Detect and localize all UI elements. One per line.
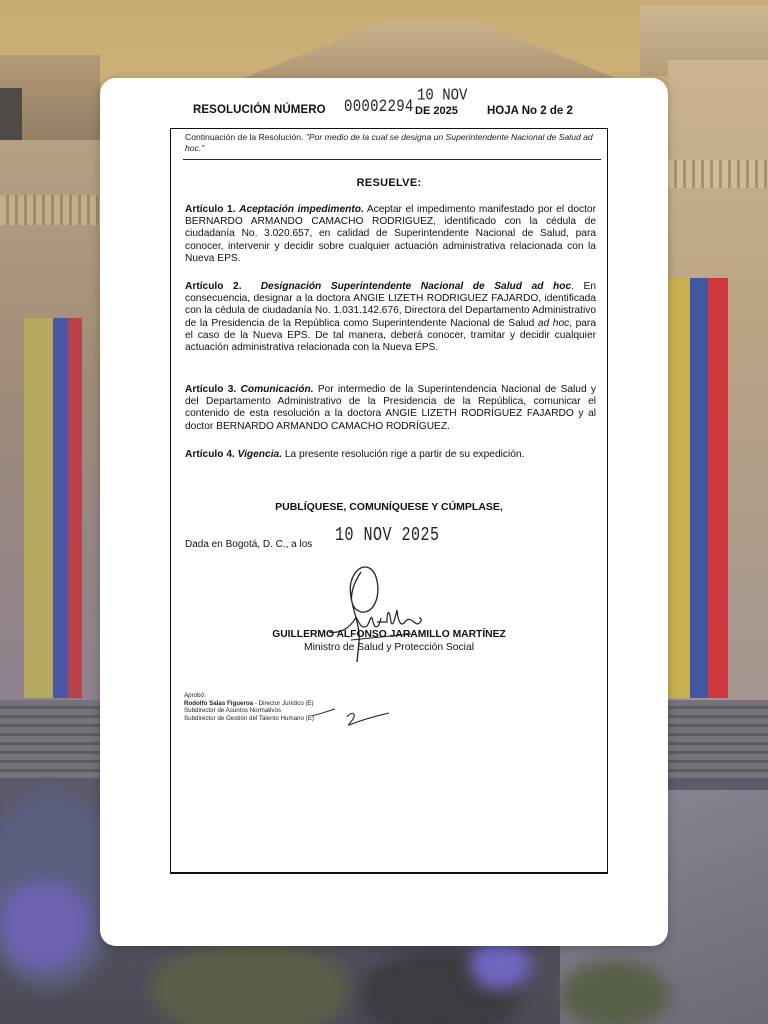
- given-in-text: Dada en Bogotá, D. C., a los: [185, 539, 313, 550]
- initials-signature-icon: [343, 709, 393, 729]
- document-body-frame: [170, 128, 608, 874]
- sheet-number: HOJA No 2 de 2: [487, 105, 573, 117]
- article-text: La presente resolución rige a partir de su expedición.: [284, 449, 525, 460]
- article-text: Aceptar el impedimento manifestado por el doctor BERNARDO ARMANDO CAMACHO RODRIGUEZ, identificado con la cédula de ciudadanía No. 3.020.657, en calidad de Superintendente Nacional de Salud, para conocer, intervenir y decidir sobre cualquier actuación administrativa relacionada con la Nueva EPS.: [185, 204, 596, 264]
- check-mark-icon: [309, 707, 337, 719]
- closing-formula: PUBLÍQUESE, COMUNÍQUESE Y CÚMPLASE,: [275, 501, 503, 513]
- article-label: Artículo 1.: [185, 204, 236, 215]
- colombian-flag-banner-left: [24, 318, 82, 698]
- article-heading: Comunicación.: [240, 384, 314, 395]
- approvals-label: Aprobó:: [184, 692, 206, 699]
- article-1: [185, 204, 596, 265]
- article-text: , para el caso de la Nueva EPS. De tal manera, deberá conocer, tramitar y decidir cualquier actuación administrativa relacionada con la Nueva EPS.: [185, 317, 596, 354]
- continuation-prefix: Continuación de la Resolución.: [185, 132, 304, 142]
- flowers-bush: [0, 880, 90, 970]
- signer-title: Ministro de Salud y Protección Social: [304, 642, 474, 653]
- approval-line: Subdirector de Gestión del Talento Humano (E): [184, 714, 314, 722]
- continuation-header: [185, 132, 597, 153]
- article-4: [185, 449, 596, 461]
- resolution-label: RESOLUCIÓN NÚMERO: [193, 104, 326, 116]
- document-header: [193, 88, 593, 122]
- signer-name: GUILLERMO ALFONSO JARAMILLO MARTÍNEZ: [272, 629, 506, 640]
- header-divider: [183, 159, 601, 160]
- article-heading: Designación Superintendente Nacional de Salud ad hoc: [260, 281, 572, 292]
- approval-line: Rodolfo Salas Figueroa - Director Jurídico (E): [184, 699, 314, 707]
- article-text-italic: ad hoc: [537, 317, 570, 329]
- article-heading: Vigencia.: [237, 449, 283, 460]
- article-2: [185, 281, 596, 354]
- article-label: Artículo 4.: [185, 449, 235, 460]
- colombian-flag-banner-right: [668, 278, 728, 698]
- cornice-left: [0, 195, 100, 225]
- approval-line: Subdirector de Asuntos Normativos: [184, 707, 281, 715]
- article-heading: Aceptación impedimento.: [239, 204, 364, 215]
- continuation-title: "Por medio de la cual se designa un Superintendente Nacional de Salud ad hoc.": [185, 132, 593, 153]
- given-date-stamp: 10 NOV 2025: [335, 524, 440, 547]
- article-text: Por intermedio de la Superintendencia Nacional de Salud y del Departamento Administrativo de la Presidencia de la República, comunicar el contenido de esta resolución a la doctora ANGIE LIZETH RODRÍGUEZ FAJARDO y al doctor BERNARDO ARMANDO CAMACHO RODRÍGUEZ.: [185, 384, 596, 432]
- resolution-date-stamp: 10 NOV: [417, 86, 468, 106]
- article-label: Artículo 2.: [185, 281, 242, 292]
- cornice-right: [668, 160, 768, 188]
- resolution-number-stamp: 00002294: [344, 97, 414, 117]
- article-3: [185, 384, 596, 433]
- flowers-bush: [470, 940, 530, 990]
- article-label: Artículo 3.: [185, 384, 237, 395]
- resolution-year: DE 2025: [415, 105, 458, 117]
- approvals-block: [184, 692, 314, 722]
- article-text: . En consecuencia, designar a la doctora ANGIE LIZETH RODRIGUEZ FAJARDO, identificada con la cédula de ciudadanía No. 1.031.142.676, Directora del Departamento Administrativo de la Presidencia de la República como Superintendente Nacional de Salud: [185, 281, 596, 329]
- flowers-bush: [560, 960, 670, 1024]
- resuelve-heading: RESUELVE:: [356, 177, 422, 189]
